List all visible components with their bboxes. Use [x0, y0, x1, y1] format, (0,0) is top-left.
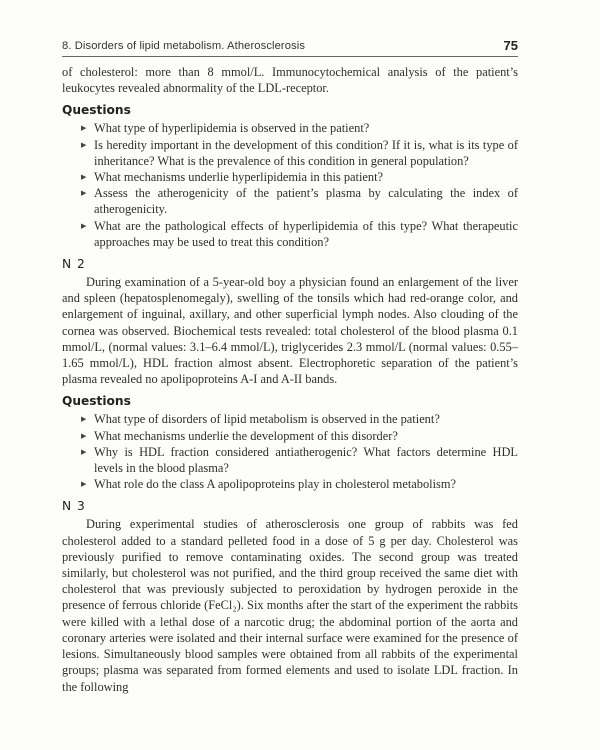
questions-heading-1: Questions: [62, 103, 131, 118]
list-item: ▶ Assess the atherogenicity of the patient’s plasma by calculating the index of atherogenicity.: [81, 186, 518, 217]
case-heading-2: N 2: [62, 257, 86, 272]
chapter-title: 8. Disorders of lipid metabolism. Atherosclerosis: [62, 40, 306, 52]
question-list-2: [62, 411, 518, 492]
list-item: ▶ What type of disorders of lipid metabolism is observed in the patient?: [81, 412, 440, 427]
bullet-icon: ▶: [81, 173, 87, 182]
header-rule: [62, 56, 518, 57]
intro-paragraph: of cholesterol: more than 8 mmol/L. Immunocytochemical analysis of the patient’s leukocytes revealed abnormality of the LDL-receptor.: [62, 65, 518, 96]
page-body: [62, 64, 518, 695]
bullet-icon: ▶: [81, 124, 87, 133]
case-3-paragraph: During experimental studies of atherosclerosis one group of rabbits was fed cholesterol added to a standard pelleted food in a dose of 5 g per day. Cholesterol was previously purified to remove contaminating oxides. The second group was treated similarly, but cholesterol was not purified, and the third group received the same diet with cholesterol that was previously subjected to peroxidation by hydrogen peroxide in the presence of ferrous chloride (FeCl₂). Six months after the start of the experiment the rabbits were killed with a lethal dose of a narcotic drug; the abdominal portion of the aorta and coronary arteries were isolated and their internal surface were examined for the presence of lesions. Simultaneously blood samples were obtained from all rabbits of the experimental groups; plasma was separated from formed elements and used to isolate LDL fraction. In the following: [62, 517, 518, 694]
list-item: ▶ Why is HDL fraction considered antiatherogenic? What factors determine HDL levels in the blood plasma?: [81, 444, 518, 476]
running-header: [62, 38, 518, 56]
list-item: ▶ What mechanisms underlie the development of this disorder?: [81, 428, 398, 443]
page-number: 75: [503, 38, 518, 53]
bullet-icon: ▶: [81, 415, 87, 424]
list-item: ▶ What mechanisms underlie hyperlipidemia in this patient?: [81, 170, 384, 185]
questions-heading-2: Questions: [62, 394, 131, 409]
list-item: ▶ What type of hyperlipidemia is observed in the patient?: [81, 121, 370, 136]
bullet-icon: ▶: [81, 447, 87, 456]
bullet-icon: ▶: [81, 221, 87, 230]
bullet-icon: ▶: [81, 189, 87, 198]
bullet-icon: ▶: [81, 431, 87, 440]
bullet-icon: ▶: [81, 140, 87, 149]
question-list-1: [62, 120, 518, 250]
list-item: ▶ Is heredity important in the development of this condition? If it is, what is its type of inheritance? What is the prevalence of this condition in general population?: [81, 137, 518, 168]
list-item: ▶ What are the pathological effects of hyperlipidemia of this type? What therapeutic approaches may be used to treat this condition?: [81, 218, 518, 249]
list-item: ▶ What role do the class A apolipoproteins play in cholesterol metabolism?: [81, 477, 456, 492]
bullet-icon: ▶: [81, 480, 87, 489]
case-2-paragraph: During examination of a 5-year-old boy a physician found an enlargement of the liver and spleen (hepatosplenomegaly), swelling of the tonsils which had red-orange color, and enlargement of inguinal, axillary, and other superficial lymph nodes. Also clouding of the cornea was observed. Biochemical tests revealed: total cholesterol of the blood plasma 0.1 mmol/L, (normal values: 3.1–6.4 mmol/L), triglycerides 2.3 mmol/L (normal values: 0.55–1.65 mmol/L), HDL fraction almost absent. Electrophoretic separation of the patient’s plasma revealed no apolipoproteins A-I and A-II bands.: [62, 275, 518, 387]
case-heading-3: N 3: [62, 499, 86, 514]
